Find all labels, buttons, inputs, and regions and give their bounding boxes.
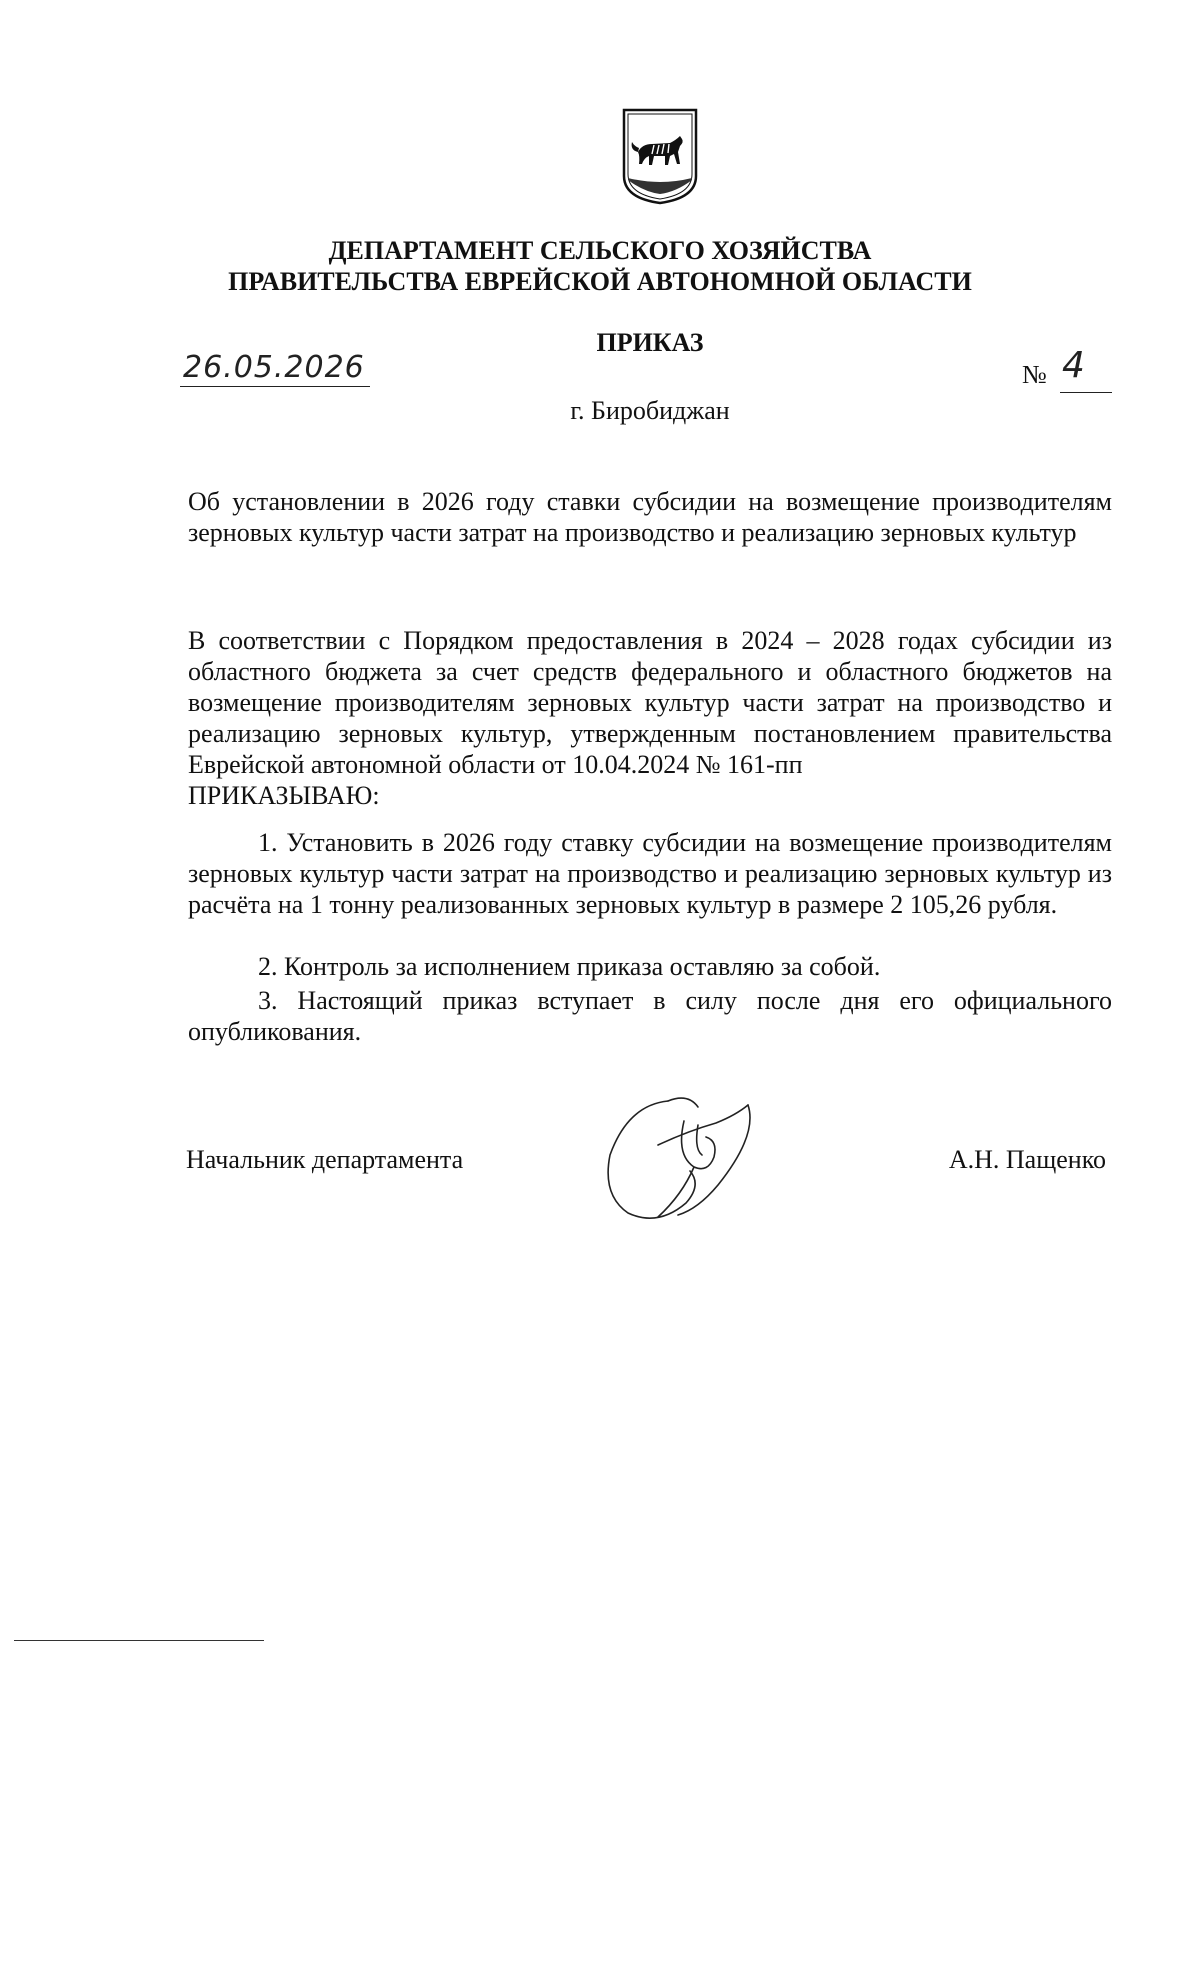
signatory-role: Начальник департамента <box>186 1145 464 1174</box>
order-item-2: 2. Контроль за исполнением приказа оставляю за собой. <box>258 952 881 981</box>
order-subject: Об установлении в 2026 году ставки субсидии на возмещение производителям зерновых культур части затрат на производство и реализацию зерновых культур <box>188 487 1112 547</box>
order-date-handwritten: 26.05.2026 <box>183 350 365 385</box>
department-title-line2: ПРАВИТЕЛЬСТВА ЕВРЕЙСКОЙ АВТОНОМНОЙ ОБЛАСТИ <box>228 267 972 296</box>
order-item-3: 3. Настоящий приказ вступает в силу после дня его официального опубликования. <box>188 986 1112 1046</box>
footnote-divider <box>14 1640 264 1641</box>
city-line: г. Биробиджан <box>570 396 730 425</box>
order-word: ПРИКАЗЫВАЮ: <box>188 781 380 810</box>
signatory-name: А.Н. Пащенко <box>948 1145 1106 1174</box>
handwritten-signature-icon <box>598 1085 768 1230</box>
order-number-label: № <box>1022 360 1047 389</box>
number-underline <box>1060 392 1112 393</box>
order-item-1: 1. Установить в 2026 году ставку субсидии на возмещение производителям зерновых культур части затрат на производство и реализацию зерновых культур из расчёта на 1 тонну реализованных зерновых культур в размере 2 105,26 рубля. <box>188 828 1112 919</box>
order-preamble <box>188 625 1112 811</box>
department-title-line1: ДЕПАРТАМЕНТ СЕЛЬСКОГО ХОЗЯЙСТВА <box>328 236 872 265</box>
coat-of-arms-tiger-icon <box>616 106 704 206</box>
date-underline <box>180 386 370 387</box>
order-number-handwritten: 4 <box>1062 345 1085 386</box>
preamble-text: В соответствии с Порядком предоставления в 2024 – 2028 годах субсидии из областного бюджета за счет средств федерального и областного бюджетов на возмещение производителям зерновых культур части затрат на производство и реализацию зерновых культур, утвержденным постановлением правительства Еврейской автономной области от 10.04.2024 № 161-пп <box>188 626 1112 779</box>
document-type-heading: ПРИКАЗ <box>596 328 704 357</box>
